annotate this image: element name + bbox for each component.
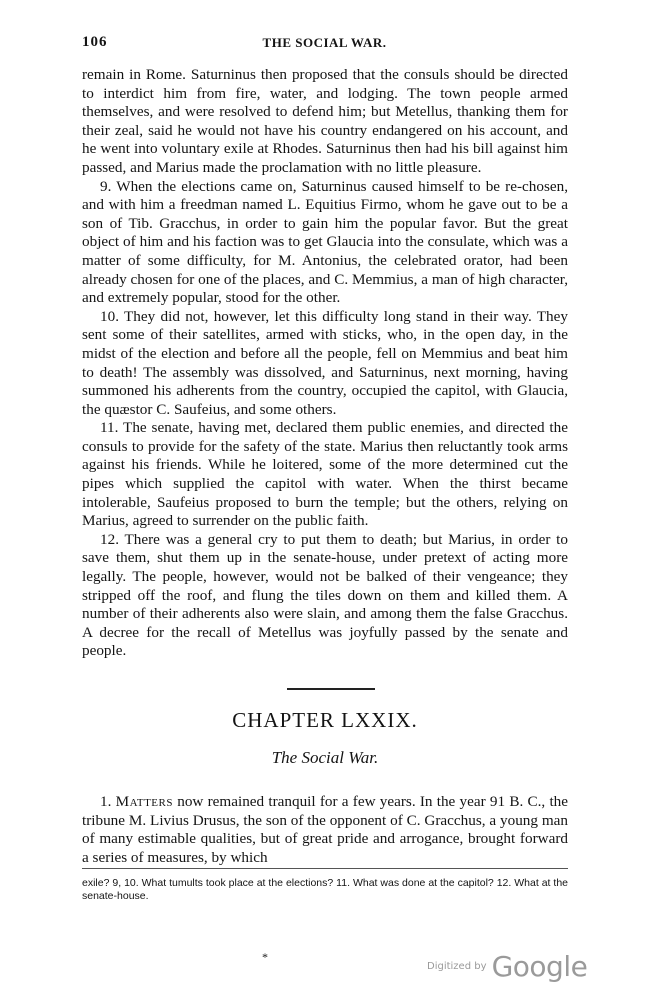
paragraph-lead-word: Matters [115, 793, 173, 810]
running-head: THE SOCIAL WAR. [262, 35, 387, 50]
paragraph-body: now remained tranquil for a few years. In the year 91 B. C., the tribune M. Livius Drusus, the son of the opponent of C. Gracchus, a young man of many estimable qualities, but of great pride and arrogance, brought forward a series of measures, by which [82, 793, 569, 866]
signature-mark: * [262, 950, 268, 964]
footnote-divider [82, 868, 568, 869]
footnotes: exile? 9, 10. What tumults took place at the elections? 11. What was done at the capitol? 12. What at the senate-house. [82, 877, 568, 902]
chapter-paragraph-1 [82, 793, 568, 867]
page-header [82, 34, 567, 54]
chapter-subtitle: The Social War. [271, 748, 379, 767]
chapter-title: CHAPTER LXXIX. [232, 708, 418, 732]
google-logo: Google [491, 950, 588, 983]
paragraph-9: 9. When the elections came on, Saturninus caused himself to be re-chosen, and with him a freedman named L. Equitius Firmo, whom he gave out to be a son of Tib. Gracchus, in order to gain him the popular favor. But the great object of him and his faction was to get Glaucia into the consulate, which was a matter of some difficulty, for M. Antonius, the celebrated orator, had been already chosen for one of the places, and C. Memmius, a man of high character, and extremely popular, stood for the other. [82, 177, 568, 307]
google-watermark [427, 950, 587, 983]
paragraph-10: 10. They did not, however, let this difficulty long stand in their way. They sent some of their satellites, armed with sticks, who, in the open day, in the midst of the election and before all the people, fell on Memmius and beat him to death! The assembly was dissolved, and Saturninus, next morning, having summoned his adherents from the country, occupied the capitol, with Glaucia, the quæstor C. Saufeius, and some others. [82, 307, 568, 418]
paragraph-number: 1. [100, 793, 112, 810]
chapter-text [82, 793, 568, 867]
body-text [82, 66, 568, 661]
watermark-prefix: Digitized by [427, 961, 487, 972]
chapter-divider [287, 688, 375, 690]
paragraph-12: 12. There was a general cry to put them to death; but Marius, in order to save them, shut them up in the senate-house, under pretext of acting more legally. The people, however, would not be balked of their vengeance; they stripped off the roof, and flung the tiles down on them and killed them. A number of their adherents also were slain, and among them the false Gracchus. A decree for the recall of Metellus was joyfully passed by the senate and people. [82, 530, 568, 660]
paragraph-11: 11. The senate, having met, declared them public enemies, and directed the consuls to provide for the safety of the state. Marius then reluctantly took arms against his friends. While he loitered, some of the more determined cut the pipes which supplied the capitol with water. When the thirst became intolerable, Saufeius proposed to burn the temple; but the others, relying on Marius, agreed to surrender on the public faith. [82, 419, 568, 530]
paragraph-continuation: remain in Rome. Saturninus then proposed that the consuls should be directed to interdict him from fire, water, and lodging. The town people armed themselves, and were resolved to defend him; but Metellus, thanking them for their zeal, said he would not have his country endangered on his account, and he went into voluntary exile at Rhodes. Saturninus then had his bill against him passed, and Marius made the proclamation with no little pleasure. [82, 66, 568, 176]
page-number: 106 [82, 34, 108, 50]
